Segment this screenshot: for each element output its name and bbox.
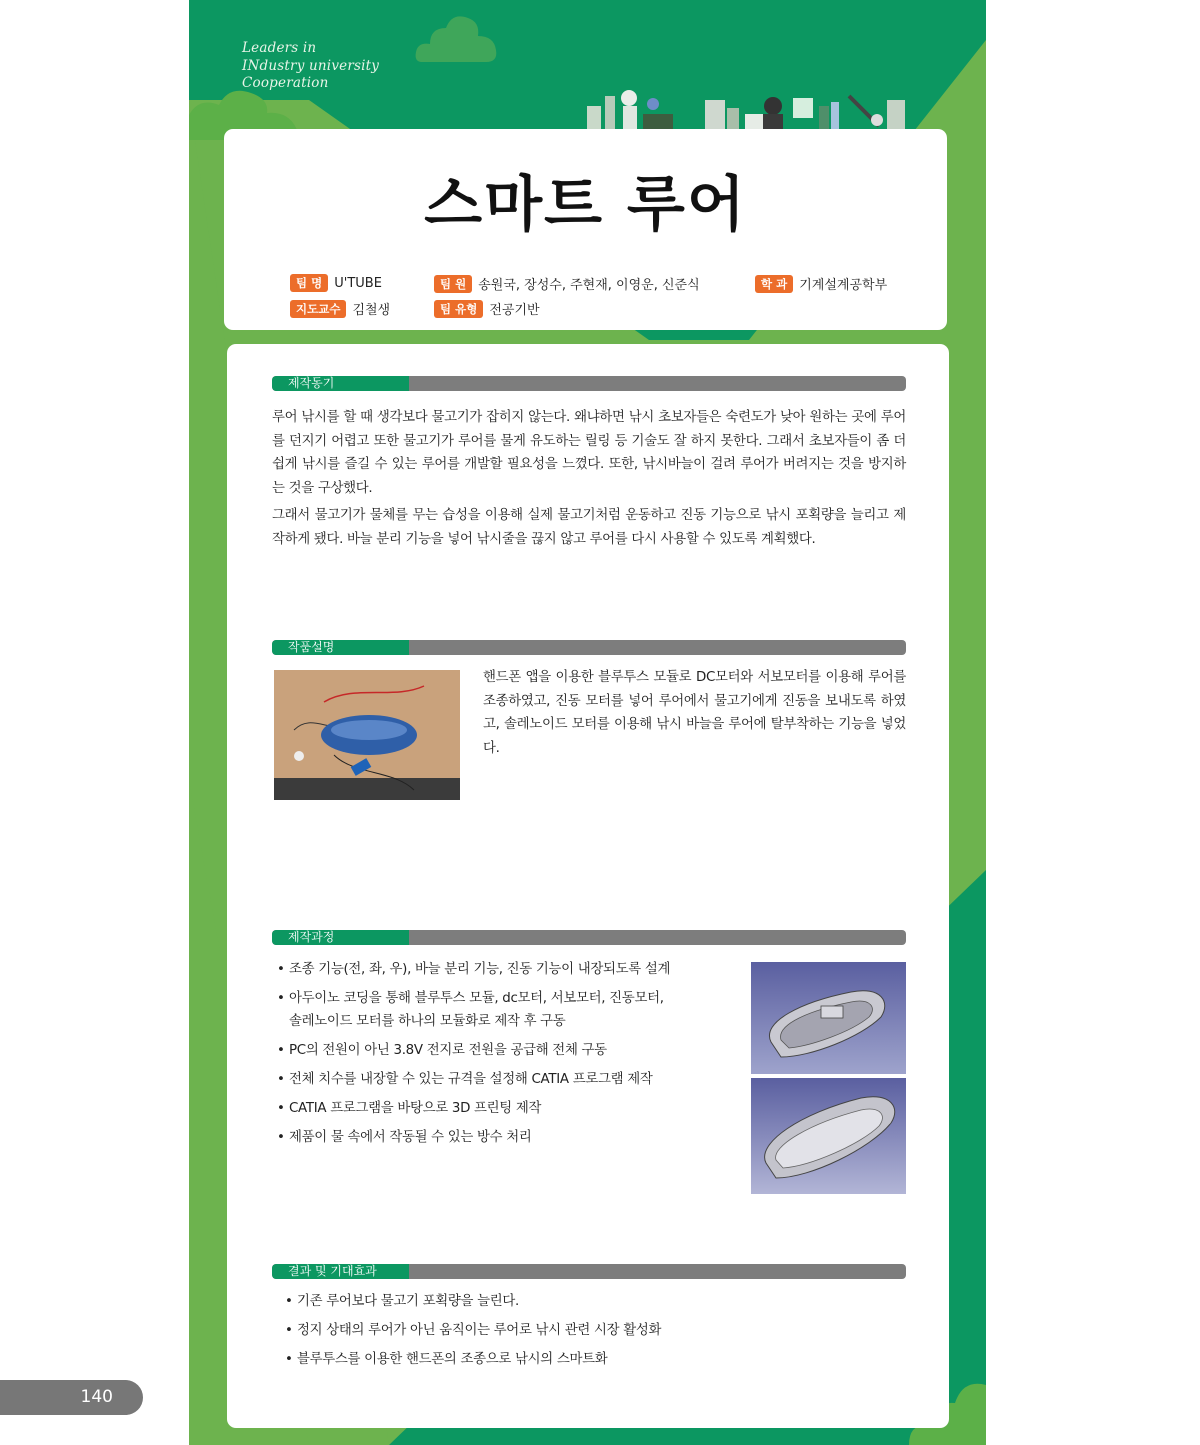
product-photo (274, 670, 460, 800)
description-paragraph: 핸드폰 앱을 이용한 블루투스 모듈로 DC모터와 서보모터를 이용해 루어를 조종하였고, 진동 모터를 넣어 루어에서 물고기에게 진동을 보내도록 하였고, 솔레노이드 모터를 이용해 낚시 바늘을 루어에 탈부착하는 기능을 넣었다. (483, 670, 906, 756)
section-label: 작품설명 (272, 640, 409, 655)
cad-model-image-2 (751, 1078, 906, 1194)
list-item: • 제품이 물 속에서 작동될 수 있는 방수 처리 (277, 1126, 677, 1149)
meta-department (755, 274, 887, 293)
meta-team-name (290, 274, 382, 292)
brand-line-1: Leaders in (242, 40, 317, 56)
brand-line-2: INdustry university (242, 57, 380, 74)
page-number: 140 (0, 1380, 143, 1415)
section-header-process (272, 930, 906, 945)
team-name-tag: 팀 명 (290, 274, 328, 292)
list-item: • 아두이노 코딩을 통해 블루투스 모듈, dc모터, 서보모터, 진동모터, 솔레노이드 모터를 하나의 모듈화로 제작 후 구동 (277, 987, 677, 1033)
team-type-value: 전공기반 (489, 303, 540, 318)
page-title: 스마트 루어 (424, 170, 747, 240)
section-label: 제작과정 (272, 930, 409, 945)
result-list (285, 1290, 885, 1377)
list-item: • 정지 상태의 루어가 아닌 움직이는 루어로 낚시 관련 시장 활성화 (285, 1319, 885, 1342)
department-tag: 학 과 (755, 275, 793, 293)
section-header-result (272, 1264, 906, 1279)
team-type-tag: 팀 유형 (434, 300, 483, 318)
members-value: 송원국, 장성수, 주현재, 이영운, 신준식 (478, 278, 700, 293)
cloud-icon (414, 10, 499, 65)
process-list (277, 958, 677, 1155)
list-item: • 전체 치수를 내장할 수 있는 규격을 설정해 CATIA 프로그램 제작 (277, 1068, 677, 1091)
motivation-paragraph-2: 그래서 물고기가 물체를 무는 습성을 이용해 실제 물고기처럼 운동하고 진동 기능으로 낚시 포획량을 늘리고 제작하게 됐다. 바늘 분리 기능을 넣어 낚시줄을 끊지 않고 루어를 다시 사용할 수 있도록 계획했다. (272, 508, 906, 547)
meta-advisor (290, 299, 390, 318)
team-name-value: U'TUBE (334, 275, 382, 291)
advisor-tag: 지도교수 (290, 300, 346, 318)
advisor-value: 김철생 (352, 303, 391, 318)
brand-line-3: Cooperation (242, 75, 329, 91)
cad-model-image-1 (751, 962, 906, 1074)
list-item: • PC의 전원이 아닌 3.8V 전지로 전원을 공급해 전체 구동 (277, 1039, 677, 1062)
list-item: • 조종 기능(전, 좌, 우), 바늘 분리 기능, 진동 기능이 내장되도록 설계 (277, 958, 677, 981)
list-item: • 기존 루어보다 물고기 포획량을 늘린다. (285, 1290, 885, 1313)
meta-team-type (434, 299, 540, 318)
list-item: • CATIA 프로그램을 바탕으로 3D 프린팅 제작 (277, 1097, 677, 1120)
section-header-description (272, 640, 906, 655)
section-label: 결과 및 기대효과 (272, 1264, 409, 1279)
content-card (227, 344, 949, 1428)
meta-members (434, 274, 700, 293)
section-header-motivation (272, 376, 906, 391)
title-card (224, 129, 947, 330)
motivation-paragraph-1: 루어 낚시를 할 때 생각보다 물고기가 잡히지 않는다. 왜냐하면 낚시 초보자들은 숙련도가 낮아 원하는 곳에 루어를 던지기 어렵고 또한 물고기가 루어를 물게 유도하는 릴링 등 기술도 잘 하지 못한다. 그래서 초보자들이 좀 더 쉽게 낚시를 즐길 수 있는 루어를 개발할 필요성을 느꼈다. 또한, 낚시바늘이 걸려 루어가 버려지는 것을 방지하는 것을 구상했다. (272, 410, 906, 496)
section-label: 제작동기 (272, 376, 409, 391)
members-tag: 팀 원 (434, 275, 472, 293)
department-value: 기계설계공학부 (799, 278, 888, 293)
list-item: • 블루투스를 이용한 핸드폰의 조종으로 낚시의 스마트화 (285, 1348, 885, 1371)
city-robot-illustration (587, 86, 907, 132)
